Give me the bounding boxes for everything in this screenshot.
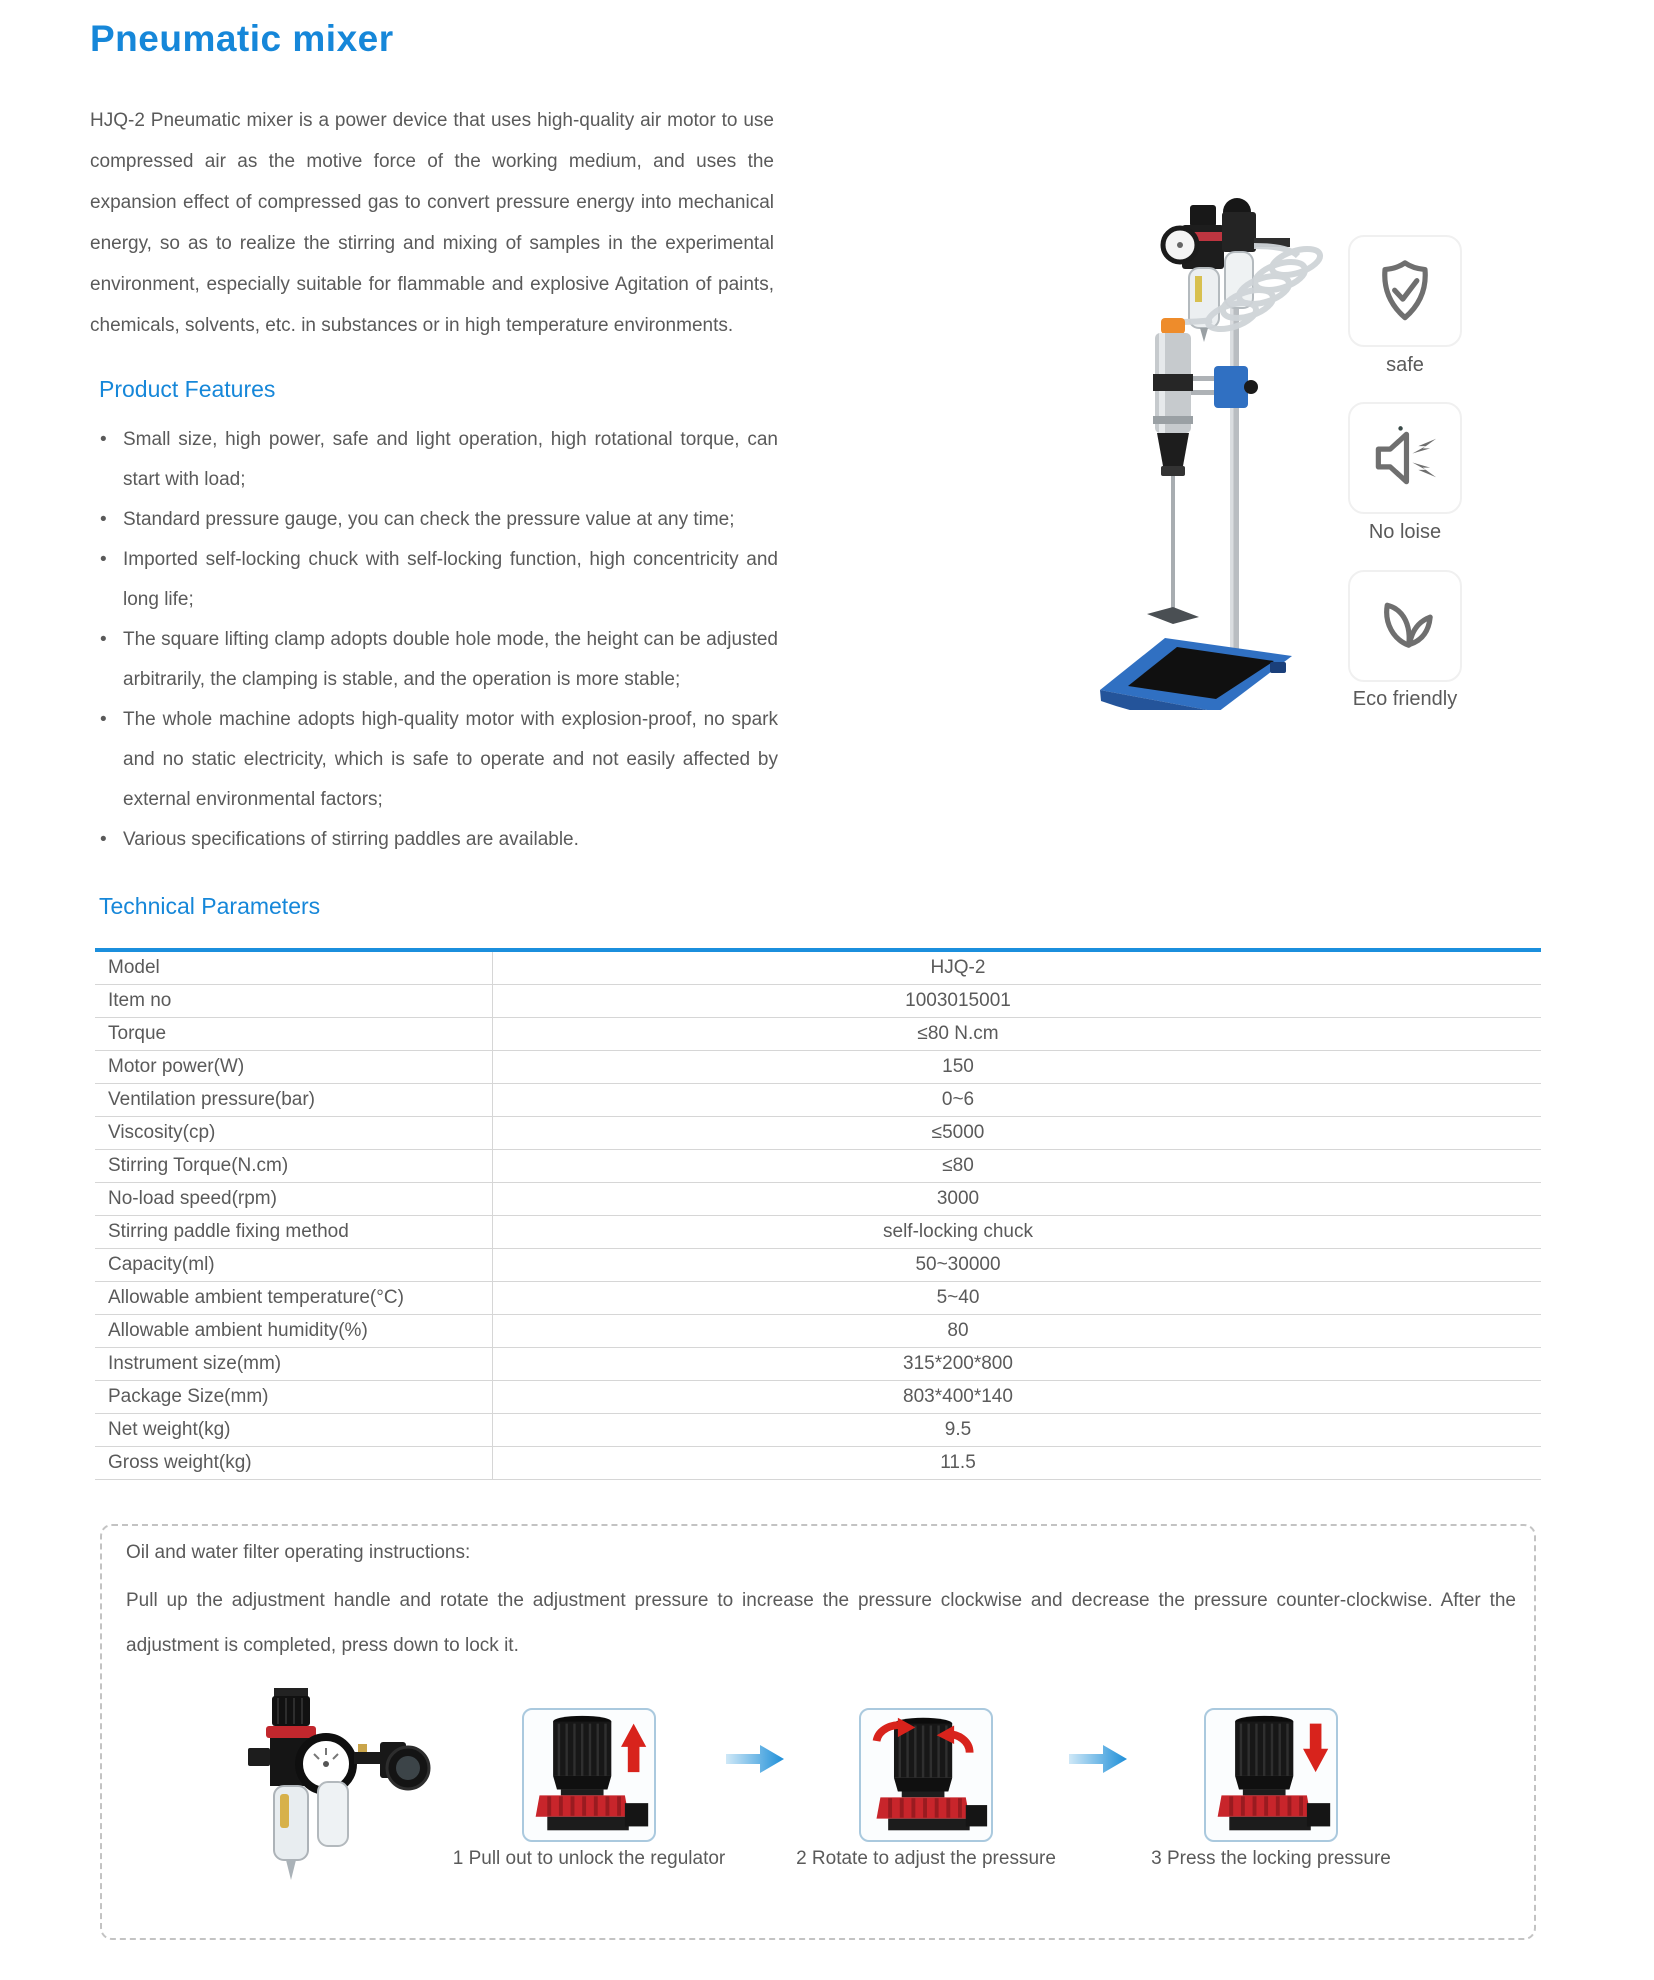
spec-label: Stirring paddle fixing method	[95, 1216, 493, 1249]
spec-label: Net weight(kg)	[95, 1414, 493, 1447]
features-heading: Product Features	[99, 376, 276, 402]
table-row	[95, 1216, 1541, 1249]
red-down-arrow-icon	[1303, 1724, 1328, 1773]
page-title: Pneumatic mixer	[90, 18, 394, 59]
spec-label: Ventilation pressure(bar)	[95, 1084, 493, 1117]
badge-eco	[1348, 570, 1462, 682]
spec-value: HJQ-2	[930, 957, 986, 978]
technical-parameters-table	[95, 948, 1541, 1480]
instructions-body: Pull up the adjustment handle and rotate the adjustment pressure to increase the pressure clockwise and decrease the pressure counter-clockwise. After the adjustment is completed, press down to lock it.	[126, 1590, 1516, 1656]
feature-item: • Standard pressure gauge, you can check the pressure value at any time;	[94, 500, 778, 540]
spec-value: 0~6	[941, 1089, 975, 1110]
table-row	[95, 1249, 1541, 1282]
step-2-caption: 2 Rotate to adjust the pressure	[796, 1848, 1056, 1869]
spec-value: 11.5	[940, 1452, 976, 1473]
eco-leaf-icon	[1368, 589, 1442, 663]
table-row	[95, 952, 1541, 985]
red-up-arrow-icon	[621, 1724, 646, 1773]
spec-label: Torque	[95, 1018, 493, 1051]
spec-label: Viscosity(cp)	[95, 1117, 493, 1150]
badge-no-noise	[1348, 402, 1462, 514]
flow-arrow-icon	[1065, 1740, 1131, 1778]
badge-no-noise-label: No loise	[1368, 521, 1442, 543]
spec-label: Item no	[95, 985, 493, 1018]
step-3-caption: 3 Press the locking pressure	[1151, 1848, 1391, 1869]
spec-value: self-locking chuck	[883, 1221, 1033, 1242]
spec-value: 50~30000	[915, 1254, 1001, 1275]
instructions-title: Oil and water filter operating instructions:	[126, 1542, 471, 1563]
step-1-caption: 1 Pull out to unlock the regulator	[452, 1848, 726, 1869]
feature-item: • Imported self-locking chuck with self-locking function, high concentricity and long life;	[94, 540, 778, 620]
badge-eco-label: Eco friendly	[1352, 688, 1458, 710]
step-3-image	[1204, 1708, 1338, 1842]
spec-value: 80	[947, 1320, 969, 1341]
table-row	[95, 985, 1541, 1018]
badge-safe	[1348, 235, 1462, 347]
filter-regulator-photo	[186, 1686, 432, 1916]
no-noise-icon	[1368, 421, 1442, 495]
spec-label: Instrument size(mm)	[95, 1348, 493, 1381]
spec-value: 5~40	[936, 1287, 980, 1308]
pneumatic-mixer-illustration	[1040, 150, 1340, 710]
flow-arrow-icon	[722, 1740, 788, 1778]
product-image	[1040, 150, 1340, 710]
spec-value: 3000	[936, 1188, 980, 1209]
features-list	[94, 420, 778, 860]
instructions-box	[100, 1524, 1536, 1940]
spec-label: Motor power(W)	[95, 1051, 493, 1084]
spec-label: Allowable ambient temperature(°C)	[95, 1282, 493, 1315]
step-1-image	[522, 1708, 656, 1842]
table-row	[95, 1183, 1541, 1216]
table-row	[95, 1150, 1541, 1183]
feature-item: • Various specifications of stirring paddles are available.	[94, 820, 778, 860]
step-2-image	[859, 1708, 993, 1842]
spec-label: Allowable ambient humidity(%)	[95, 1315, 493, 1348]
table-row	[95, 1315, 1541, 1348]
table-row	[95, 1414, 1541, 1447]
badge-safe-label: safe	[1386, 354, 1424, 376]
spec-label: Gross weight(kg)	[95, 1447, 493, 1480]
table-row	[95, 1018, 1541, 1051]
spec-value: 1003015001	[905, 990, 1011, 1011]
spec-value: ≤5000	[931, 1122, 985, 1143]
spec-value: ≤80 N.cm	[917, 1023, 999, 1044]
feature-item: • Small size, high power, safe and light operation, high rotational torque, can start with load;	[94, 420, 778, 500]
feature-item: • The whole machine adopts high-quality motor with explosion-proof, no spark and no static electricity, which is safe to operate and not easily affected by external environmental factors;	[94, 700, 778, 820]
spec-value: 9.5	[944, 1419, 972, 1440]
table-row	[95, 1051, 1541, 1084]
spec-label: No-load speed(rpm)	[95, 1183, 493, 1216]
spec-label: Model	[95, 952, 493, 985]
table-row	[95, 1447, 1541, 1480]
spec-label: Stirring Torque(N.cm)	[95, 1150, 493, 1183]
spec-value: 150	[942, 1056, 974, 1077]
spec-value: ≤80	[942, 1155, 974, 1176]
spec-value: 803*400*140	[903, 1386, 1013, 1407]
table-row	[95, 1084, 1541, 1117]
table-row	[95, 1282, 1541, 1315]
table-row	[95, 1348, 1541, 1381]
table-row	[95, 1117, 1541, 1150]
table-row	[95, 1381, 1541, 1414]
shield-check-icon	[1368, 254, 1442, 328]
spec-value: 315*200*800	[903, 1353, 1013, 1374]
tech-parameters-heading: Technical Parameters	[99, 893, 321, 919]
spec-label: Capacity(ml)	[95, 1249, 493, 1282]
feature-item: • The square lifting clamp adopts double hole mode, the height can be adjusted arbitrarily, the clamping is stable, and the operation is more stable;	[94, 620, 778, 700]
intro-paragraph: HJQ-2 Pneumatic mixer is a power device that uses high-quality air motor to use compressed air as the motive force of the working medium, and uses the expansion effect of compressed gas to convert pressure energy into mechanical energy, so as to realize the stirring and mixing of samples in the experimental environment, especially suitable for flammable and explosive Agitation of paints, chemicals, solvents, etc. in substances or in high temperature environments.	[90, 110, 774, 336]
spec-label: Package Size(mm)	[95, 1381, 493, 1414]
